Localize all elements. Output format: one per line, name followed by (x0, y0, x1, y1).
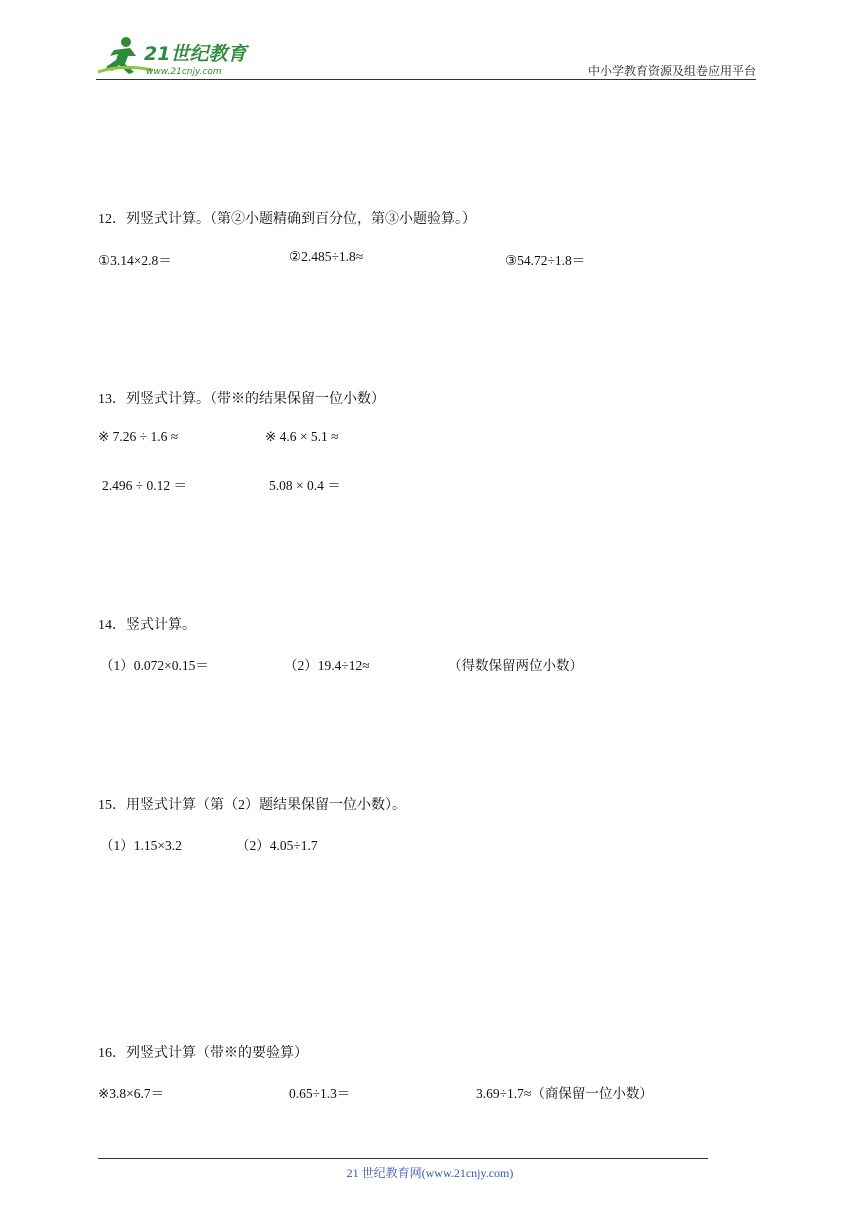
question-13-item-1: ※ 7.26 ÷ 1.6 ≈ (98, 429, 179, 444)
footer-divider (98, 1158, 708, 1159)
question-14-title: 14．竖式计算。 (98, 618, 196, 633)
question-16-item-2: 0.65÷1.3＝ (289, 1086, 351, 1101)
question-15-item-2: （2）4.05÷1.7 (236, 838, 318, 853)
question-14-note: （得数保留两位小数） (448, 658, 583, 673)
question-15-title: 15．用竖式计算（第（2）题结果保留一位小数）。 (98, 798, 406, 813)
question-12-item-1: ①3.14×2.8＝ (98, 253, 172, 268)
question-14-item-1: （1）0.072×0.15＝ (100, 658, 209, 673)
svg-text:www.21cnjy.com: www.21cnjy.com (146, 67, 222, 77)
question-12-title: 12．列竖式计算。（第②小题精确到百分位，第③小题验算。） (98, 212, 476, 227)
svg-text:21世纪教育: 21世纪教育 (144, 43, 247, 65)
question-12-item-3: ③54.72÷1.8＝ (505, 253, 586, 268)
site-logo (92, 34, 262, 78)
runner-logo-icon (92, 34, 262, 78)
question-13-title: 13．列竖式计算。（带※的结果保留一位小数） (98, 392, 385, 407)
question-16-title: 16．列竖式计算（带※的要验算） (98, 1046, 308, 1061)
question-16-item-3: 3.69÷1.7≈（商保留一位小数） (476, 1086, 653, 1101)
footer-link[interactable]: 21 世纪教育网(www.21cnjy.com) (346, 1166, 514, 1180)
question-15-item-1: （1）1.15×3.2 (100, 838, 182, 853)
question-16-item-1: ※3.8×6.7＝ (98, 1086, 165, 1101)
question-13-item-4: 5.08 × 0.4 ＝ (269, 478, 341, 493)
question-14-item-2: （2）19.4÷12≈ (284, 658, 370, 673)
header-divider (96, 79, 756, 80)
question-12-item-2: ②2.485÷1.8≈ (289, 249, 364, 264)
question-13-item-3: 2.496 ÷ 0.12 ＝ (102, 478, 188, 493)
question-13-item-2: ※ 4.6 × 5.1 ≈ (265, 429, 339, 444)
header-platform-text: 中小学教育资源及组卷应用平台 (587, 64, 756, 78)
